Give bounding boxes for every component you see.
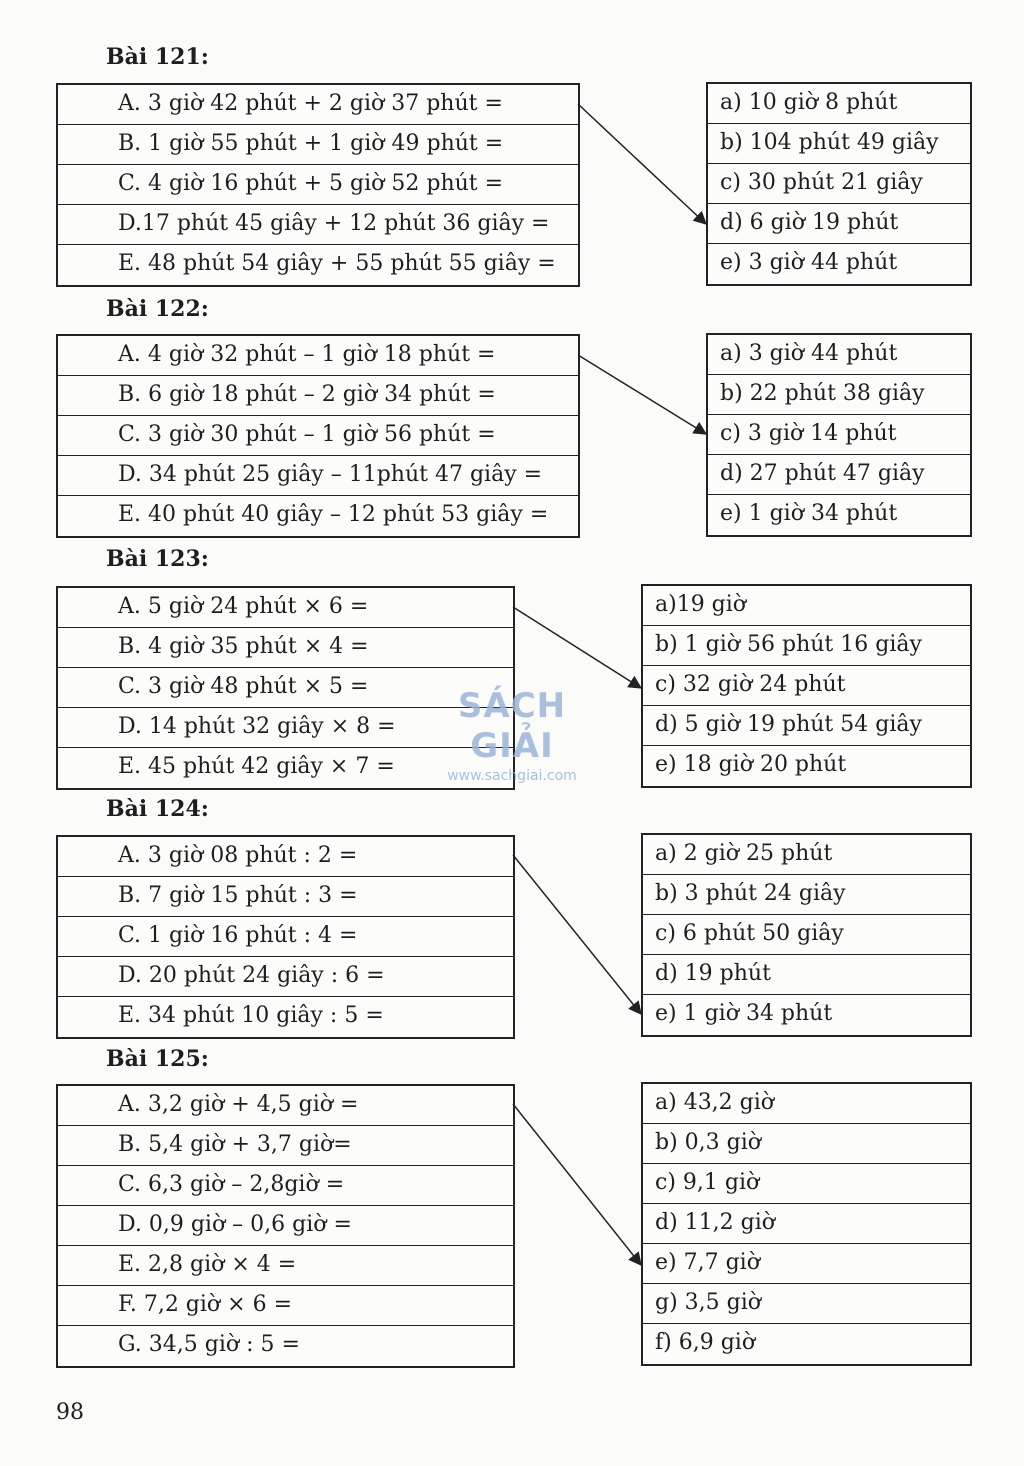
answer-row: e) 1 giờ 34 phút	[655, 1001, 833, 1026]
problem-row: A. 3,2 giờ + 4,5 giờ =	[58, 1086, 513, 1126]
answer-row: b) 1 giờ 56 phút 16 giây	[643, 626, 970, 666]
problem-row: D.17 phút 45 giây + 12 phút 36 giây =	[58, 205, 578, 245]
arrow-121-a-to-d	[578, 104, 706, 224]
page-number: 98	[56, 1400, 84, 1425]
answer-row: c) 30 phút 21 giây	[708, 164, 970, 204]
answer-row: d) 19 phút	[643, 955, 970, 995]
watermark-url: www.sachgiai.com	[447, 768, 577, 784]
answer-row: d) 11,2 giờ	[643, 1204, 970, 1244]
answer-row: e) 7,7 giờ	[643, 1244, 970, 1284]
problem-row: C. 3 giờ 48 phút × 5 =	[58, 668, 513, 708]
answer-row: g) 3,5 giờ	[643, 1284, 970, 1324]
exercise-123-title: Bài 123:	[106, 546, 209, 572]
problem-row: A. 3 giờ 08 phút : 2 =	[58, 837, 513, 877]
problem-row: B. 1 giờ 55 phút + 1 giờ 49 phút =	[58, 125, 578, 165]
problem-row: D. 34 phút 25 giây – 11phút 47 giây =	[58, 456, 578, 496]
problem-row: E. 40 phút 40 giây – 12 phút 53 giây =	[118, 502, 549, 527]
answer-row: e) 3 giờ 44 phút	[720, 250, 898, 275]
answer-row: c) 6 phút 50 giây	[643, 915, 970, 955]
watermark-logo: SÁCH GIẢI	[457, 686, 567, 766]
answer-row: a)19 giờ	[643, 586, 970, 626]
answer-row: b) 0,3 giờ	[643, 1124, 970, 1164]
problem-row: D. 14 phút 32 giây × 8 =	[58, 708, 513, 748]
arrow-122-a-to-c	[578, 355, 706, 434]
exercise-125-title: Bài 125:	[106, 1046, 209, 1072]
answer-row: b) 3 phút 24 giây	[643, 875, 970, 915]
problem-row: G. 34,5 giờ : 5 =	[118, 1332, 300, 1357]
arrow-123-a-to-c	[513, 607, 641, 688]
problem-row: B. 5,4 giờ + 3,7 giờ=	[58, 1126, 513, 1166]
problem-row: D. 20 phút 24 giây : 6 =	[58, 957, 513, 997]
problem-row: C. 6,3 giờ – 2,8giờ =	[58, 1166, 513, 1206]
problem-row: E. 34 phút 10 giây : 5 =	[118, 1003, 384, 1028]
problem-row: B. 6 giờ 18 phút – 2 giờ 34 phút =	[58, 376, 578, 416]
answer-row: c) 32 giờ 24 phút	[643, 666, 970, 706]
answer-row: f) 6,9 giờ	[655, 1330, 756, 1355]
watermark	[412, 686, 612, 784]
problem-row: C. 4 giờ 16 phút + 5 giờ 52 phút =	[58, 165, 578, 205]
answer-row: c) 3 giờ 14 phút	[708, 415, 970, 455]
exercise-121-title: Bài 121:	[106, 44, 209, 70]
answer-row: a) 3 giờ 44 phút	[708, 335, 970, 375]
arrow-124-a-to-e	[513, 855, 641, 1014]
problem-row: C. 3 giờ 30 phút – 1 giờ 56 phút =	[58, 416, 578, 456]
answer-row: a) 2 giờ 25 phút	[643, 835, 970, 875]
problem-row: A. 3 giờ 42 phút + 2 giờ 37 phút =	[58, 85, 578, 125]
exercise-122-title: Bài 122:	[106, 296, 209, 322]
problem-row: D. 0,9 giờ – 0,6 giờ =	[58, 1206, 513, 1246]
problem-row: F. 7,2 giờ × 6 =	[58, 1286, 513, 1326]
problem-row: E. 48 phút 54 giây + 55 phút 55 giây =	[118, 251, 556, 276]
exercise-124-title: Bài 124:	[106, 796, 209, 822]
answer-row: e) 18 giờ 20 phút	[655, 752, 847, 777]
answer-row: c) 9,1 giờ	[643, 1164, 970, 1204]
problem-row: B. 7 giờ 15 phút : 3 =	[58, 877, 513, 917]
answer-row: b) 104 phút 49 giây	[708, 124, 970, 164]
problem-row: A. 4 giờ 32 phút – 1 giờ 18 phút =	[58, 336, 578, 376]
answer-row: d) 27 phút 47 giây	[708, 455, 970, 495]
answer-row: d) 5 giờ 19 phút 54 giây	[643, 706, 970, 746]
answer-row: e) 1 giờ 34 phút	[720, 501, 898, 526]
problem-row: B. 4 giờ 35 phút × 4 =	[58, 628, 513, 668]
problem-row: C. 1 giờ 16 phút : 4 =	[58, 917, 513, 957]
problem-row: E. 45 phút 42 giây × 7 =	[118, 754, 395, 779]
problem-row: A. 5 giờ 24 phút × 6 =	[58, 588, 513, 628]
arrow-125-a-to-e	[513, 1104, 641, 1265]
answer-row: b) 22 phút 38 giây	[708, 375, 970, 415]
answer-row: a) 10 giờ 8 phút	[708, 84, 970, 124]
problem-row: E. 2,8 giờ × 4 =	[58, 1246, 513, 1286]
answer-row: d) 6 giờ 19 phút	[708, 204, 970, 244]
answer-row: a) 43,2 giờ	[643, 1084, 970, 1124]
